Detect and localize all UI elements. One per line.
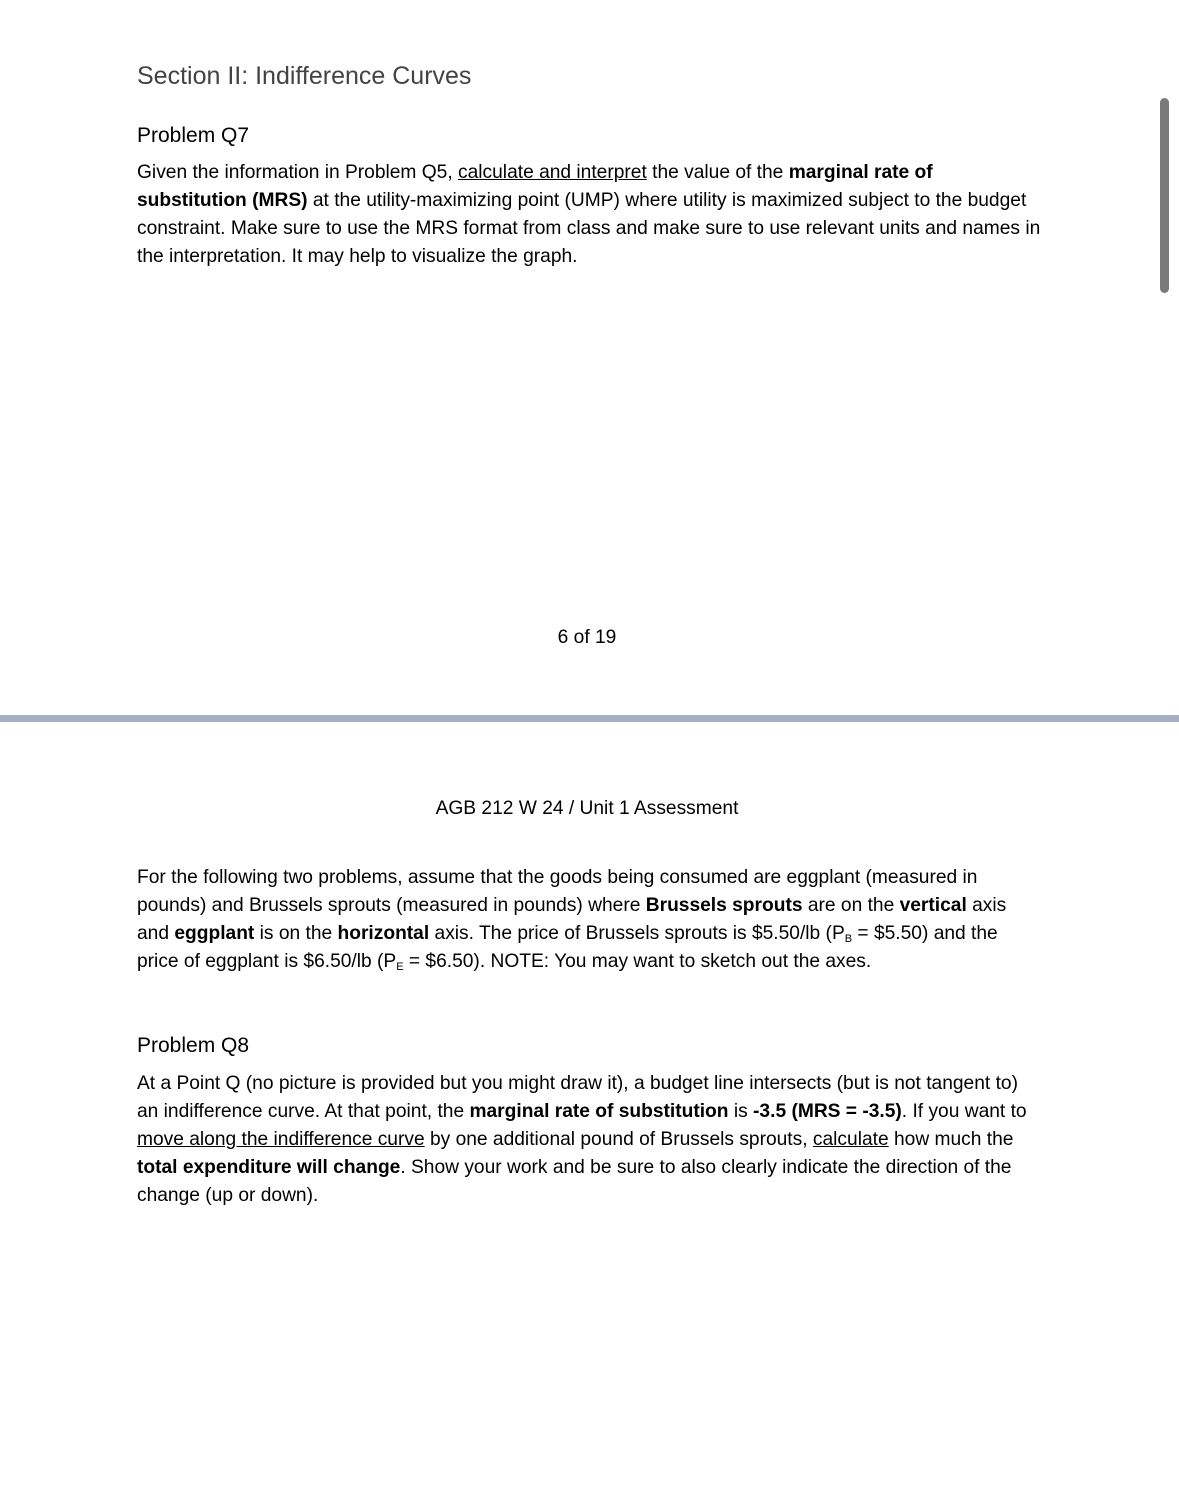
problem-q8-heading: Problem Q8 [137, 1034, 250, 1057]
text-run: the value of the [646, 162, 789, 183]
bold-text: horizontal [337, 923, 430, 944]
bold-text: marginal rate of substitution [469, 1101, 729, 1122]
page-number: 6 of 19 [557, 627, 617, 648]
subscript: E [396, 961, 404, 973]
text-run: = $5.50) and the price of eggplant is $6.50/lb (P [137, 923, 998, 972]
text-run: = $6.50). NOTE: You may want to sketch out the axes. [403, 951, 872, 972]
bold-text: eggplant [174, 923, 255, 944]
bold-text: -3.5 (MRS = -3.5) [753, 1101, 902, 1122]
underlined-text: calculate [812, 1129, 889, 1150]
text-run: axis. The price of Brussels sprouts is $5.50/lb (P [429, 923, 845, 944]
text-run: how much the [888, 1129, 1014, 1150]
text-run: axis and [137, 895, 1007, 944]
bold-text: total expenditure will change [137, 1157, 401, 1178]
intro-paragraph [137, 864, 1042, 976]
text-run: by one additional pound of Brussels sprouts, [424, 1129, 813, 1150]
running-header: AGB 212 W 24 / Unit 1 Assessment [435, 798, 739, 819]
text-run: is on the [254, 923, 338, 944]
text-run: . Show your work and be sure to also clearly indicate the direction of the change (up or down). [137, 1157, 1012, 1206]
text-run: at the utility-maximizing point (UMP) where utility is maximized subject to the budget constraint. Make sure to use the MRS format from class and make sure to use relevant units and names in the interpretation. It may help to visualize the graph. [137, 190, 1041, 267]
section-title: Section II: Indifference Curves [137, 62, 472, 90]
underlined-text: calculate and interpret [458, 162, 647, 183]
text-run: are on the [802, 895, 900, 916]
bold-text: vertical [899, 895, 967, 916]
text-run: Given the information in Problem Q5, [137, 162, 459, 183]
subscript: B [844, 933, 853, 945]
bold-text: marginal rate of substitution (MRS) [137, 162, 933, 211]
scrollbar-thumb[interactable] [1160, 98, 1169, 293]
page-divider [0, 715, 1179, 722]
page-6 [0, 0, 1179, 716]
underlined-text: move along the indifference curve [137, 1129, 425, 1150]
problem-q8-text [137, 1070, 1042, 1210]
text-run: . If you want to [901, 1101, 1027, 1122]
text-run: is [728, 1101, 754, 1122]
problem-q7-text [137, 159, 1042, 271]
bold-text: Brussels sprouts [645, 895, 803, 916]
text-run: At a Point Q (no picture is provided but you might draw it), a budget line intersects (but is not tangent to) an indifference curve. At that point, the [137, 1073, 1018, 1122]
problem-q7-heading: Problem Q7 [137, 124, 250, 147]
text-run: For the following two problems, assume that the goods being consumed are eggplant (measured in pounds) and Brussels sprouts (measured in pounds) where [137, 867, 978, 916]
